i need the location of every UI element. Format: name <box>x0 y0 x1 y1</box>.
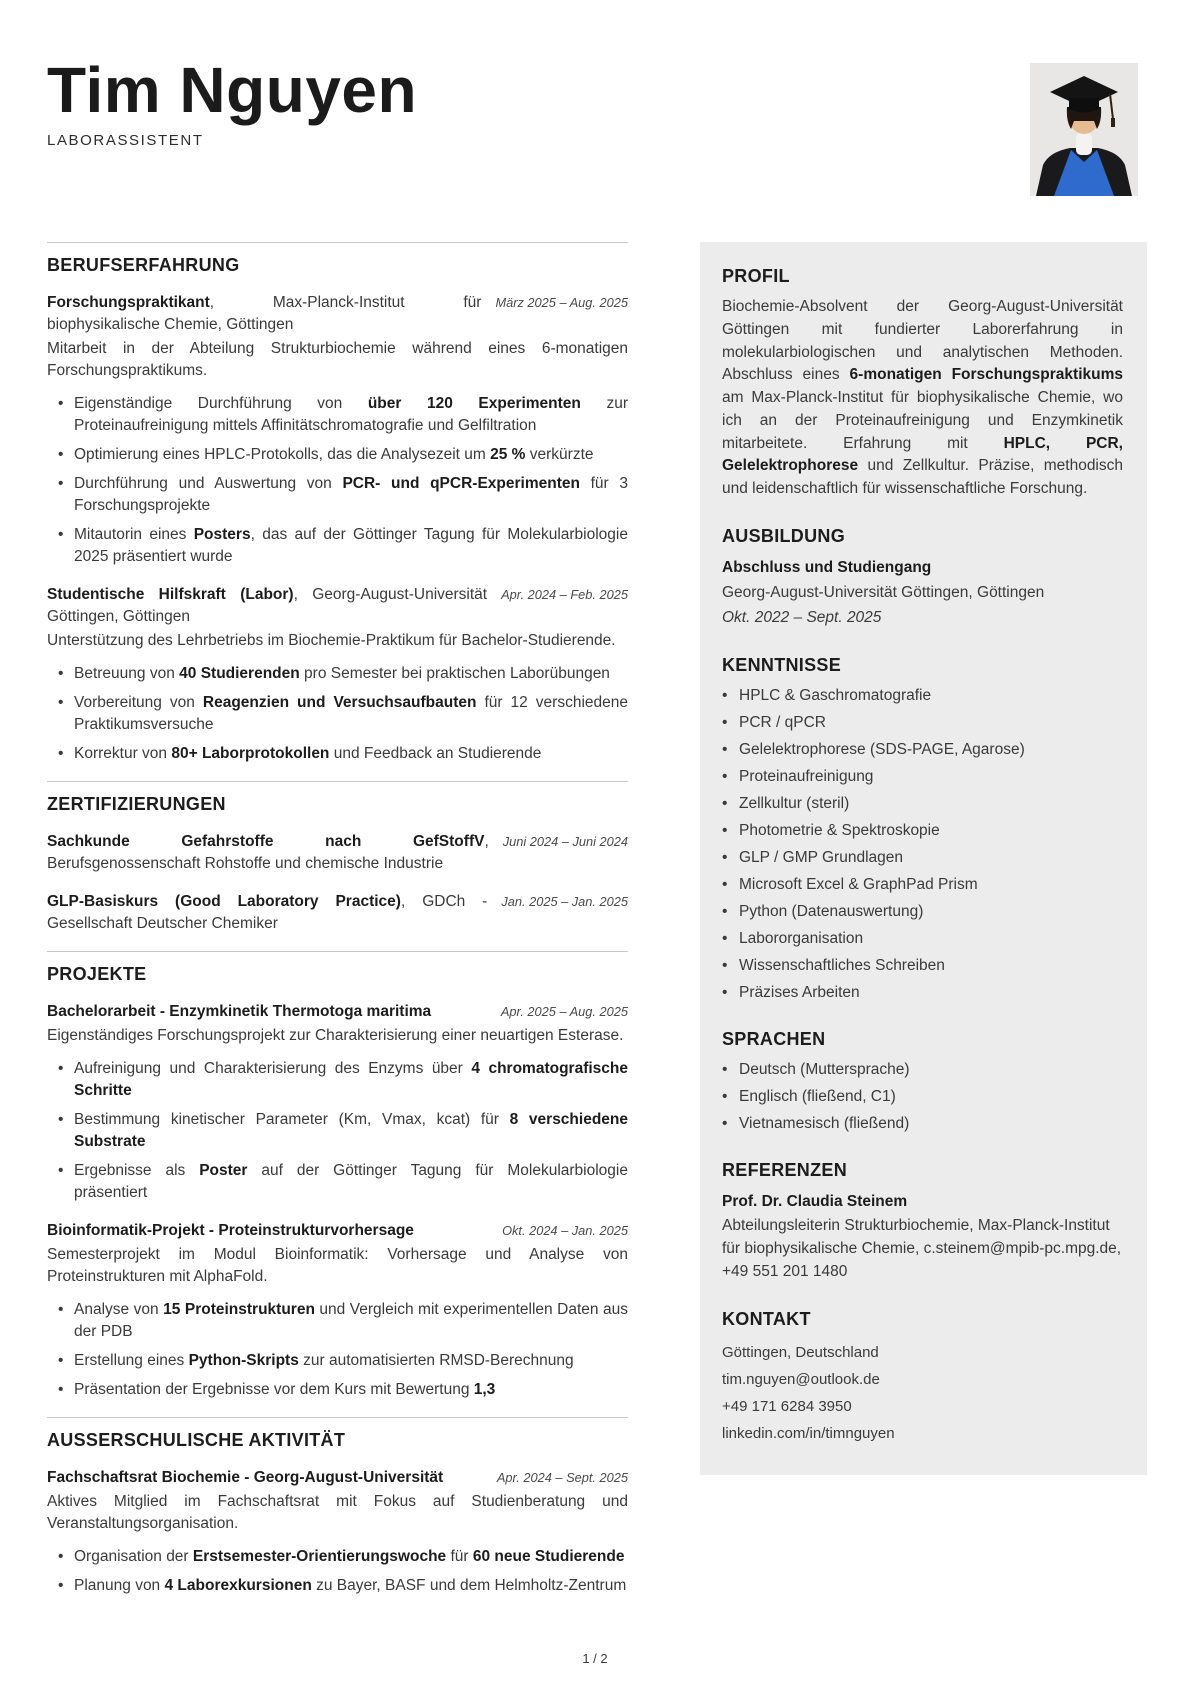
skill-item: • Labororganisation <box>722 928 1123 950</box>
page-number: 1 / 2 <box>582 1651 608 1666</box>
job-title: LABORASSISTENT <box>47 132 204 150</box>
contact-email: tim.nguyen@outlook.de <box>722 1370 880 1388</box>
skill-item: • Microsoft Excel & GraphPad Prism <box>722 874 1123 896</box>
entry-title: GLP-Basiskurs (Good Laboratory Practice), GDCh - Gesellschaft Deutscher Chemiker <box>47 893 488 932</box>
entry-title: Studentische Hilfskraft (Labor), Georg-August-Universität Göttingen, Göttingen <box>47 586 488 625</box>
skill-item: • Python (Datenauswertung) <box>722 901 1123 923</box>
languages-list <box>722 1059 1123 1135</box>
entry-date: März 2025 – Aug. 2025 <box>495 295 628 310</box>
entry-bullets <box>47 1546 628 1597</box>
entry-header <box>47 1001 628 1023</box>
bullet-item: • Eigenständige Durchführung von über 120 Experimenten zur Proteinaufreinigung mittels Affinitätschromatografie und Gelfiltration <box>47 393 628 437</box>
section-ausserschulische-aktivitaet <box>47 1417 628 1597</box>
entry-header <box>47 831 628 875</box>
person-name: Tim Nguyen <box>47 54 418 126</box>
language-item: • Deutsch (Muttersprache) <box>722 1059 1123 1081</box>
entry-header <box>47 1467 628 1489</box>
experience-entry <box>47 584 628 765</box>
project-entry <box>47 1001 628 1204</box>
entry-title: Bioinformatik-Projekt - Proteinstrukturvorhersage <box>47 1222 414 1239</box>
entry-header <box>47 1220 628 1242</box>
bullet-item: • Korrektur von 80+ Laborprotokollen und Feedback an Studierende <box>47 743 628 765</box>
bullet-item: • Optimierung eines HPLC-Protokolls, das die Analysezeit um 25 % verkürzte <box>47 444 628 466</box>
experience-entry <box>47 292 628 568</box>
skill-item: • PCR / qPCR <box>722 712 1123 734</box>
certification-entry <box>47 891 628 935</box>
entry-date: Okt. 2024 – Jan. 2025 <box>502 1223 628 1238</box>
entry-summary: Semesterprojekt im Modul Bioinformatik: Vorhersage und Analyse von Proteinstrukturen mit AlphaFold. <box>47 1246 628 1285</box>
profil-text: Biochemie-Absolvent der Georg-August-Universität Göttingen mit fundierter Laborerfahrung in molekularbiologischen und analytischen Methoden. Abschluss eines 6-monatigen Forschungspraktikums am Max-Planck-Institut für biophysikalische Chemie, wo ich an der Proteinaufreinigung und Enzymkinetik mitarbeitete. Erfahrung mit HPLC, PCR, Gelelektrophorese und Zellkultur. Präzise, methodisch und leidenschaftlich für wissenschaftliche Forschung. <box>722 298 1123 498</box>
entry-title: Forschungspraktikant, Max-Planck-Institut für biophysikalische Chemie, Göttingen <box>47 294 482 333</box>
section-heading: PROJEKTE <box>47 964 147 984</box>
language-item: • Englisch (fließend, C1) <box>722 1086 1123 1108</box>
section-zertifizierungen <box>47 781 628 935</box>
skill-item: • Proteinaufreinigung <box>722 766 1123 788</box>
certification-entry <box>47 831 628 875</box>
section-heading: ZERTIFIZIERUNGEN <box>47 794 226 814</box>
entry-date: Juni 2024 – Juni 2024 <box>502 834 628 849</box>
entry-date: Apr. 2024 – Feb. 2025 <box>501 587 628 602</box>
entry-header <box>47 584 628 628</box>
skill-item: • Präzises Arbeiten <box>722 982 1123 1004</box>
section-divider <box>47 781 628 782</box>
entry-date: Jan. 2025 – Jan. 2025 <box>501 894 628 909</box>
entry-summary: Aktives Mitglied im Fachschaftsrat mit Fokus auf Studienberatung und Veranstaltungsorganisation. <box>47 1493 628 1532</box>
section-projekte <box>47 951 628 1401</box>
language-item: • Vietnamesisch (fließend) <box>722 1113 1123 1135</box>
sidebar-heading-kenntnisse: KENNTNISSE <box>722 655 842 676</box>
education-school: Georg-August-Universität Göttingen, Göttingen <box>722 583 1045 601</box>
sidebar-heading-referenzen: REFERENZEN <box>722 1160 848 1181</box>
bullet-item: • Planung von 4 Laborexkursionen zu Bayer, BASF und dem Helmholtz-Zentrum <box>47 1575 628 1597</box>
bullet-item: • Aufreinigung und Charakterisierung des Enzyms über 4 chromatografische Schritte <box>47 1058 628 1102</box>
content-columns <box>47 242 1147 1613</box>
entry-date: Apr. 2024 – Sept. 2025 <box>496 1470 628 1485</box>
sidebar-heading-ausbildung: AUSBILDUNG <box>722 526 845 547</box>
sidebar-heading-profil: PROFIL <box>722 266 790 286</box>
skill-item: • GLP / GMP Grundlagen <box>722 847 1123 869</box>
contact-linkedin: linkedin.com/in/timnguyen <box>722 1424 895 1442</box>
reference-name: Prof. Dr. Claudia Steinem <box>722 1193 908 1211</box>
education-degree: Abschluss und Studiengang <box>722 559 932 577</box>
bullet-item: • Vorbereitung von Reagenzien und Versuchsaufbauten für 12 verschiedene Praktikumsversuche <box>47 692 628 736</box>
main-column <box>47 242 628 1613</box>
section-berufserfahrung <box>47 242 628 765</box>
reference-details: Abteilungsleiterin Strukturbiochemie, Max-Planck-Institut für biophysikalische Chemie, c.steinem@mpib-pc.mpg.de, +49 551 201 1480 <box>722 1217 1122 1280</box>
entry-summary: Eigenständiges Forschungsprojekt zur Charakterisierung einer neuartigen Esterase. <box>47 1027 624 1044</box>
entry-bullets <box>47 393 628 568</box>
section-heading: BERUFSERFAHRUNG <box>47 255 240 275</box>
bullet-item: • Bestimmung kinetischer Parameter (Km, Vmax, kcat) für 8 verschiedene Substrate <box>47 1109 628 1153</box>
contact-location: Göttingen, Deutschland <box>722 1343 879 1361</box>
skill-item: • Photometrie & Spektroskopie <box>722 820 1123 842</box>
section-divider <box>47 242 628 243</box>
bullet-item: • Analyse von 15 Proteinstrukturen und Vergleich mit experimentellen Daten aus der PDB <box>47 1299 628 1343</box>
entry-title: Fachschaftsrat Biochemie - Georg-August-Universität <box>47 1469 444 1486</box>
section-heading: AUSSERSCHULISCHE AKTIVITÄT <box>47 1430 346 1450</box>
entry-bullets <box>47 1299 628 1401</box>
project-entry <box>47 1220 628 1401</box>
skill-item: • Gelelektrophorese (SDS-PAGE, Agarose) <box>722 739 1123 761</box>
bullet-item: • Mitautorin eines Posters, das auf der Göttinger Tagung für Molekularbiologie 2025 präsentiert wurde <box>47 524 628 568</box>
skills-list <box>722 685 1123 1004</box>
contact-phone: +49 171 6284 3950 <box>722 1397 852 1415</box>
education-dates: Okt. 2022 – Sept. 2025 <box>722 608 882 626</box>
entry-summary: Mitarbeit in der Abteilung Strukturbiochemie während eines 6-monatigen Forschungspraktikums. <box>47 340 628 379</box>
profile-photo <box>1030 63 1138 196</box>
bullet-item: • Organisation der Erstsemester-Orientierungswoche für 60 neue Studierende <box>47 1546 628 1568</box>
entry-title: Bachelorarbeit - Enzymkinetik Thermotoga maritima <box>47 1003 432 1020</box>
sidebar <box>700 242 1147 1475</box>
graduation-portrait-image <box>1030 63 1138 196</box>
section-divider <box>47 1417 628 1418</box>
entry-bullets <box>47 663 628 765</box>
entry-title: Sachkunde Gefahrstoffe nach GefStoffV, Berufsgenossenschaft Rohstoffe und chemische Industrie <box>47 833 489 872</box>
skill-item: • HPLC & Gaschromatografie <box>722 685 1123 707</box>
bullet-item: • Ergebnisse als Poster auf der Göttinger Tagung für Molekularbiologie präsentiert <box>47 1160 628 1204</box>
skill-item: • Zellkultur (steril) <box>722 793 1123 815</box>
sidebar-heading-kontakt: KONTAKT <box>722 1308 811 1329</box>
bullet-item: • Erstellung eines Python-Skripts zur automatisierten RMSD-Berechnung <box>47 1350 628 1372</box>
entry-header <box>47 891 628 935</box>
header <box>47 54 1147 208</box>
activity-entry <box>47 1467 628 1597</box>
entry-header <box>47 292 628 336</box>
sidebar-heading-sprachen: SPRACHEN <box>722 1029 826 1050</box>
entry-summary: Unterstützung des Lehrbetriebs im Biochemie-Praktikum für Bachelor-Studierende. <box>47 632 616 649</box>
bullet-item: • Betreuung von 40 Studierenden pro Semester bei praktischen Laborübungen <box>47 663 628 685</box>
skill-item: • Wissenschaftliches Schreiben <box>722 955 1123 977</box>
entry-bullets <box>47 1058 628 1204</box>
bullet-item: • Präsentation der Ergebnisse vor dem Kurs mit Bewertung 1,3 <box>47 1379 628 1401</box>
section-divider <box>47 951 628 952</box>
entry-date: Apr. 2025 – Aug. 2025 <box>500 1004 628 1019</box>
bullet-item: • Durchführung und Auswertung von PCR- und qPCR-Experimenten für 3 Forschungsprojekte <box>47 473 628 517</box>
